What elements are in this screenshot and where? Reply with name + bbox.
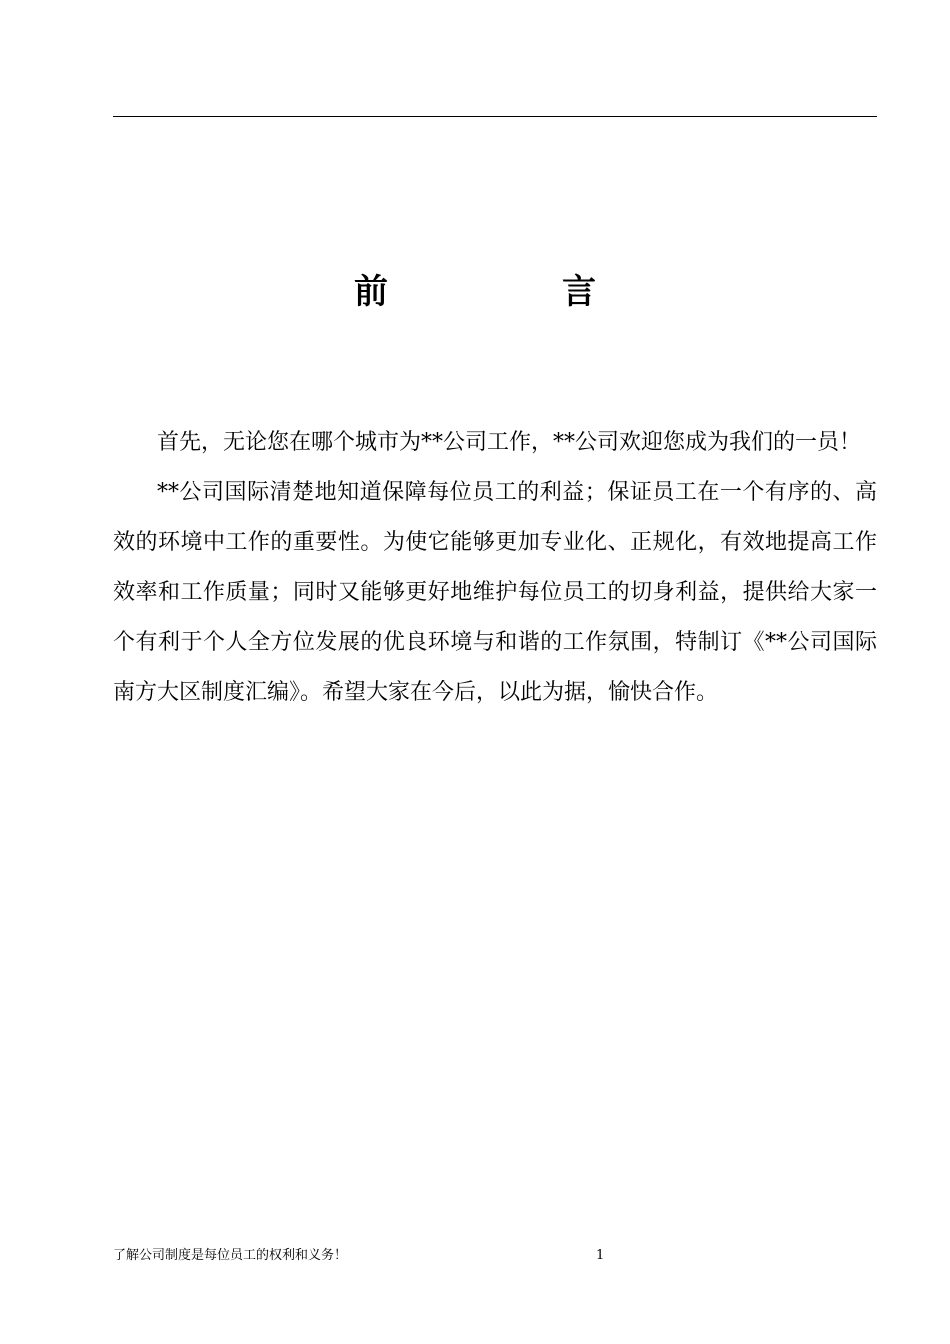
- footer-text: 了解公司制度是每位员工的权利和义务！: [113, 1248, 348, 1263]
- paragraph-purpose: **公司国际清楚地知道保障每位员工的利益；保证员工在一个有序的、高效的环境中工作的重要性。为使它能够更加专业化、正规化，有效地提高工作效率和工作质量；同时又能够更好地维护每位员工的切身利益，提供给大家一个有利于个人全方位发展的优良环境与和谐的工作氛围，特制订《**公司国际南方大区制度汇编》。希望大家在今后，以此为据，愉快合作。: [113, 480, 877, 705]
- header-rule: [113, 116, 877, 117]
- page-number: 1: [596, 1248, 605, 1263]
- page-title: 前 言: [354, 272, 666, 312]
- body-text: [113, 418, 877, 718]
- paragraph-welcome: 首先，无论您在哪个城市为**公司工作，**公司欢迎您成为我们的一员！: [157, 430, 862, 455]
